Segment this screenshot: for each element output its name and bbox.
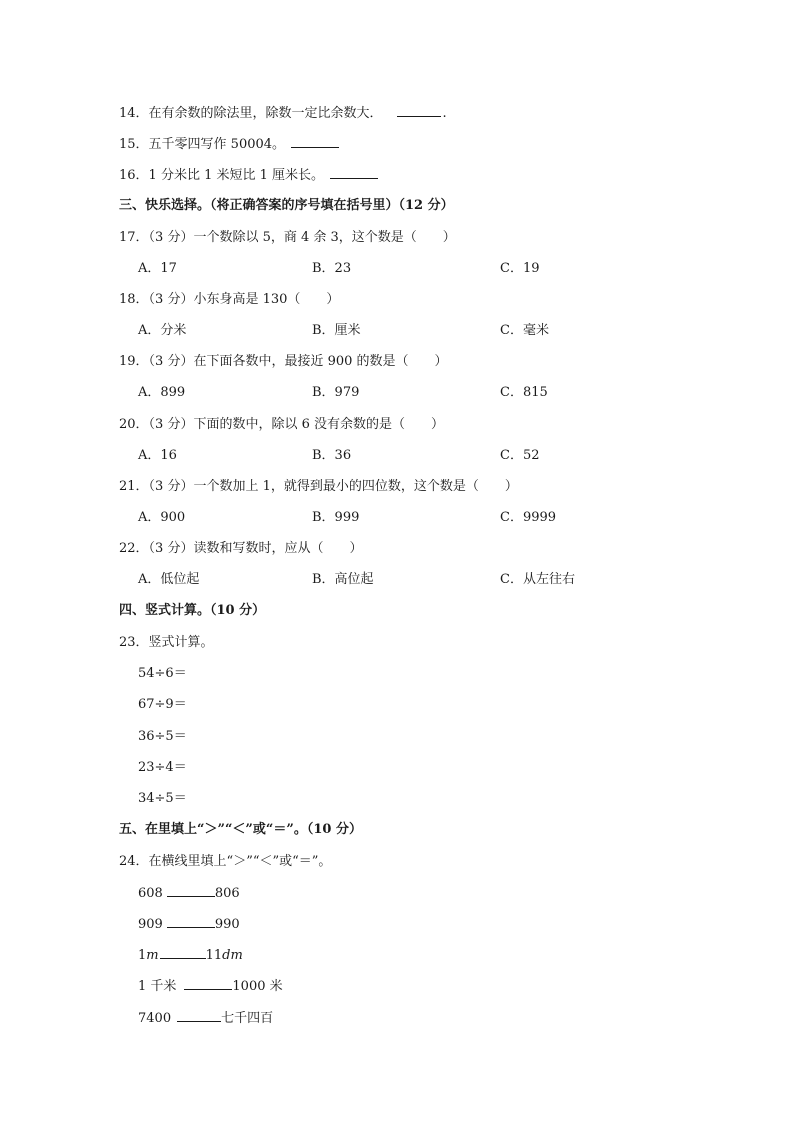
compare-row: 1 千米 1000 米 <box>138 979 283 994</box>
calc-item: 34÷5＝ <box>138 791 187 806</box>
question-22: 22．（3 分）读数和写数时，应从（ ） <box>119 541 363 556</box>
question-14: 14．在有余数的除法里，除数一定比余数大． . <box>119 106 447 121</box>
calc-item: 23÷4＝ <box>138 760 187 775</box>
option-c[interactable]: C．19 <box>500 261 540 276</box>
option-b[interactable]: B．36 <box>312 448 352 463</box>
option-c[interactable]: C．52 <box>500 448 540 463</box>
answer-blank[interactable] <box>291 136 339 148</box>
answer-blank[interactable] <box>160 947 206 959</box>
option-a[interactable]: A．17 <box>138 261 177 276</box>
question-19: 19．（3 分）在下面各数中，最接近 900 的数是（ ） <box>119 354 448 369</box>
option-a[interactable]: A．900 <box>138 510 186 525</box>
option-c[interactable]: C．从左往右 <box>500 572 575 587</box>
compare-row: 608 806 <box>138 886 240 901</box>
section-5-title: 五、在里填上“＞”“＜”或“＝”。（10 分） <box>119 822 362 837</box>
answer-blank[interactable] <box>184 978 232 990</box>
option-c[interactable]: C．815 <box>500 385 548 400</box>
answer-blank[interactable] <box>177 1010 221 1022</box>
compare-row: 1m 11dm <box>138 948 243 963</box>
question-15: 15．五千零四写作 50004。 <box>119 136 341 153</box>
question-24: 24．在横线里填上“＞”“＜”或“＝”。 <box>119 854 332 869</box>
question-21: 21．（3 分）一个数加上 1，就得到最小的四位数，这个数是（ ） <box>119 479 518 494</box>
option-b[interactable]: B．高位起 <box>312 572 374 587</box>
option-b[interactable]: B．999 <box>312 510 360 525</box>
option-a[interactable]: A．16 <box>138 448 177 463</box>
question-16: 16．1 分米比 1 米短比 1 厘米长。 <box>119 167 380 184</box>
option-b[interactable]: B．979 <box>312 385 360 400</box>
question-17: 17．（3 分）一个数除以 5，商 4 余 3，这个数是（ ） <box>119 230 456 245</box>
calc-item: 54÷6＝ <box>138 666 187 681</box>
answer-blank[interactable] <box>330 167 378 179</box>
compare-row: 909 990 <box>138 917 240 932</box>
option-b[interactable]: B．23 <box>312 261 352 276</box>
question-20: 20．（3 分）下面的数中，除以 6 没有余数的是（ ） <box>119 417 444 432</box>
option-c[interactable]: C．9999 <box>500 510 557 525</box>
section-4-title: 四、竖式计算。（10 分） <box>119 603 266 618</box>
compare-row: 7400 七千四百 <box>138 1011 274 1026</box>
answer-blank[interactable] <box>167 885 215 897</box>
option-a[interactable]: A．低位起 <box>138 572 200 587</box>
answer-blank[interactable] <box>167 916 215 928</box>
calc-item: 36÷5＝ <box>138 729 187 744</box>
option-a[interactable]: A．分米 <box>138 323 187 338</box>
section-3-title: 三、快乐选择。（将正确答案的序号填在括号里）（12 分） <box>119 198 454 213</box>
option-a[interactable]: A．899 <box>138 385 186 400</box>
question-18: 18．（3 分）小东身高是 130（ ） <box>119 292 340 307</box>
question-23: 23．竖式计算。 <box>119 635 214 650</box>
option-b[interactable]: B．厘米 <box>312 323 361 338</box>
calc-item: 67÷9＝ <box>138 697 187 712</box>
answer-blank[interactable] <box>397 105 441 117</box>
option-c[interactable]: C．毫米 <box>500 323 549 338</box>
